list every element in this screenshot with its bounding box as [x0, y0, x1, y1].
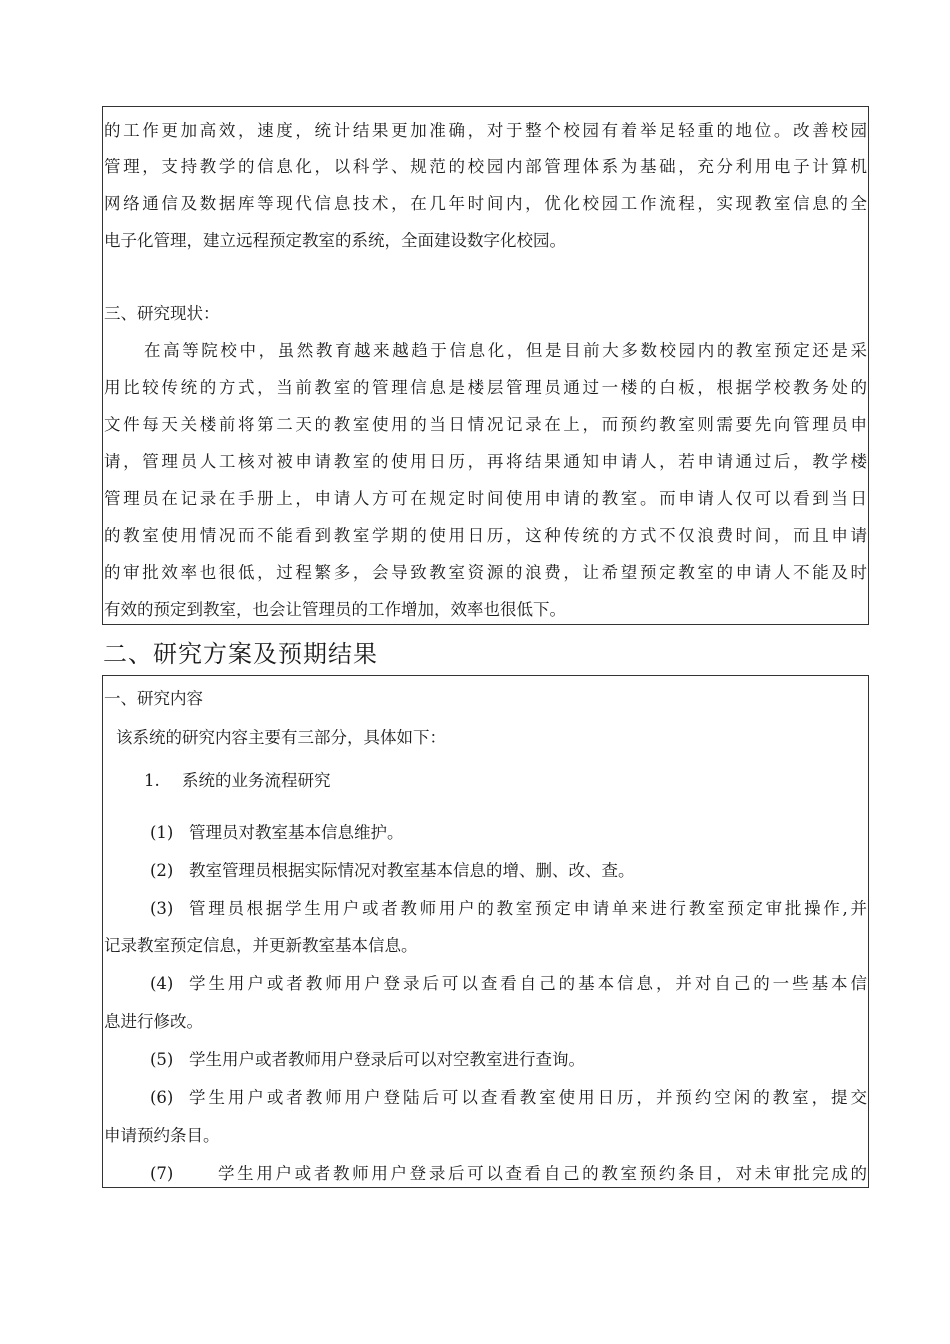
item-text-continuation: 息进行修改。: [104, 1012, 203, 1031]
item-number: (6): [150, 1088, 174, 1107]
list-item-text: 系统的业务流程研究: [182, 771, 331, 790]
subheading-research-content: 一、研究内容: [104, 689, 203, 708]
paragraph-line: 用比较传统的方式，当前教室的管理信息是楼层管理员通过一楼的白板，根据学校教务处的: [104, 378, 867, 397]
item-text: 学生用户或者教师用户登陆后可以查看教室使用日历，并预约空闲的教室，提交: [189, 1088, 867, 1107]
item-text: 教室管理员根据实际情况对教室基本信息的增、删、改、查。: [189, 861, 635, 880]
requirement-item: [103, 822, 868, 844]
item-number: (1): [150, 823, 174, 842]
item-number: (7): [150, 1164, 174, 1183]
item-number: (5): [150, 1050, 174, 1069]
paragraph-line: 的教室使用情况而不能看到教室学期的使用日历，这种传统的方式不仅浪费时间，而且申请: [104, 526, 867, 545]
text-box-research-content: [102, 675, 869, 1188]
requirement-item: [103, 1163, 868, 1185]
item-number: (2): [150, 861, 174, 880]
requirement-item: [103, 860, 868, 882]
item-number: (4): [150, 974, 174, 993]
subheading-research-status: 三、研究现状：: [104, 304, 220, 323]
item-text: 学生用户或者教师用户登录后可以查看自己的基本信息，并对自己的一些基本信: [189, 974, 867, 993]
item-text-continuation: 记录教室预定信息，并更新教室基本信息。: [104, 936, 418, 955]
paragraph-line: 的审批效率也很低，过程繁多，会导致教室资源的浪费，让希望预定教室的申请人不能及时: [104, 563, 867, 582]
intro-line: 该系统的研究内容主要有三部分，具体如下：: [116, 728, 446, 747]
list-item-number: 1.: [144, 771, 160, 790]
paragraph-line: 请，管理员人工核对被申请教室的使用日历，再将结果通知申请人，若申请通过后，教学楼: [104, 452, 867, 471]
paragraph-line: 有效的预定到教室，也会让管理员的工作增加，效率也很低下。: [104, 600, 566, 619]
requirement-item: [103, 898, 868, 920]
item-text: 管理员对教室基本信息维护。: [189, 823, 404, 842]
item-text-continuation: 申请预约条目。: [104, 1126, 220, 1145]
item-text: 学生用户或者教师用户登录后可以对空教室进行查询。: [189, 1050, 585, 1069]
requirement-item: [103, 1087, 868, 1109]
paragraph-line: 的工作更加高效，速度，统计结果更加准确，对于整个校园有着举足轻重的地位。改善校园: [104, 121, 867, 140]
list-item: [103, 770, 868, 792]
paragraph-line: 网络通信及数据库等现代信息技术，在几年时间内，优化校园工作流程，实现教室信息的全: [104, 194, 867, 213]
item-text: 学生用户或者教师用户登录后可以查看自己的教室预约条目，对未审批完成的: [218, 1164, 867, 1183]
requirement-item: [103, 1049, 868, 1071]
item-number: (3): [150, 899, 174, 918]
paragraph-line: 管理，支持教学的信息化，以科学、规范的校园内部管理体系为基础，充分利用电子计算机: [104, 157, 867, 176]
paragraph-line: 在高等院校中，虽然教育越来越趋于信息化，但是目前大多数校园内的教室预定还是采: [144, 341, 867, 360]
paragraph-line: 文件每天关楼前将第二天的教室使用的当日情况记录在上，而预约教室则需要先向管理员申: [104, 415, 867, 434]
requirement-item: [103, 973, 868, 995]
section-heading: 二、研究方案及预期结果: [103, 640, 378, 668]
text-box-research-background: [102, 106, 869, 625]
paragraph-line: 电子化管理，建立远程预定教室的系统，全面建设数字化校园。: [104, 231, 566, 250]
item-text: 管理员根据学生用户或者教师用户的教室预定申请单来进行教室预定审批操作,并: [189, 899, 867, 918]
paragraph-line: 管理员在记录在手册上，申请人方可在规定时间使用申请的教室。而申请人仅可以看到当日: [104, 489, 867, 508]
